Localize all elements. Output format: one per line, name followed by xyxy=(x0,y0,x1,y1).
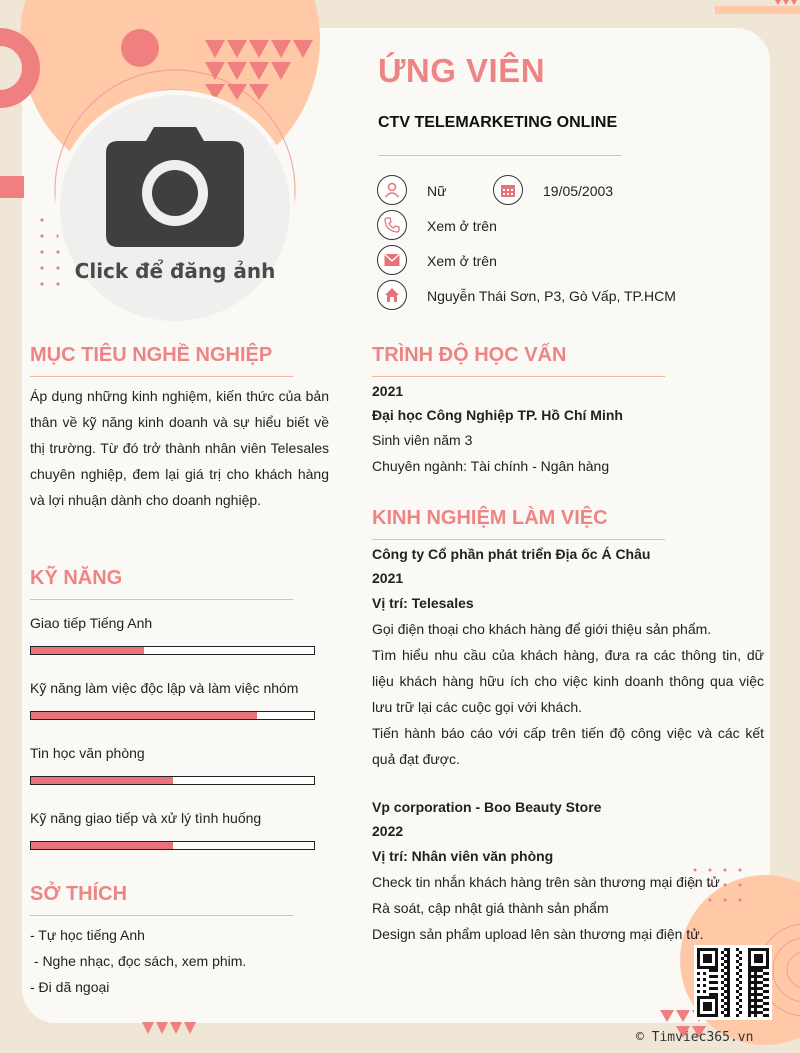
skill-label: Kỹ năng giao tiếp và xử lý tình huống xyxy=(30,810,262,826)
candidate-name: ỨNG VIÊN xyxy=(378,52,546,89)
education-year: 2021 xyxy=(372,383,404,399)
skill-bar-fill xyxy=(31,647,144,654)
job-position: Vị trí: Nhân viên văn phòng xyxy=(372,848,554,864)
experience-title: KINH NGHIỆM LÀM VIỆC xyxy=(372,507,608,529)
objective-divider xyxy=(30,376,293,377)
qr-code-graphic xyxy=(697,948,769,1017)
objective-title: MỤC TIÊU NGHỀ NGHIỆP xyxy=(30,344,273,366)
skill-label: Kỹ năng làm việc độc lập và làm việc nhóm xyxy=(30,680,299,696)
job-company: Công ty Cổ phần phát triển Địa ốc Á Châu xyxy=(372,546,651,562)
skill-bar-fill xyxy=(31,777,173,784)
decorative-shapes-bottom-left xyxy=(140,1022,230,1042)
email-value: Xem ở trên xyxy=(427,253,497,269)
hobby-item: - Tự học tiếng Anh xyxy=(30,927,145,943)
job-year: 2021 xyxy=(372,570,404,586)
phone-icon xyxy=(377,210,407,240)
skills-divider xyxy=(30,599,293,600)
education-major: Chuyên ngành: Tài chính - Ngân hàng xyxy=(372,458,610,474)
home-icon xyxy=(377,280,407,310)
job-company: Vp corporation - Boo Beauty Store xyxy=(372,799,602,815)
education-school: Đại học Công Nghiệp TP. Hồ Chí Minh xyxy=(372,407,623,423)
education-status: Sinh viên năm 3 xyxy=(372,432,473,448)
hobbies-divider xyxy=(30,915,293,916)
job-duty: Design sản phẩm upload lên sàn thương mại điện tử. xyxy=(372,926,704,942)
job-duty: Gọi điện thoại cho khách hàng để giới thiệu sản phẩm. xyxy=(372,621,712,637)
photo-upload-label: Click để đăng ảnh xyxy=(74,259,276,283)
education-title: TRÌNH ĐỘ HỌC VẤN xyxy=(372,344,567,366)
skill-bar-fill xyxy=(31,712,257,719)
header-divider xyxy=(378,155,621,156)
education-divider xyxy=(372,376,665,377)
calendar-icon xyxy=(493,175,523,205)
gender-icon xyxy=(377,175,407,205)
skill-bar-fill xyxy=(31,842,173,849)
skill-label: Tin học văn phòng xyxy=(30,745,145,761)
camera-icon xyxy=(106,127,244,247)
job-title: CTV TELEMARKETING ONLINE xyxy=(378,114,618,131)
job-year: 2022 xyxy=(372,823,404,839)
skill-bar xyxy=(30,711,315,720)
email-icon xyxy=(377,245,407,275)
job-duty: Tìm hiểu nhu cầu của khách hàng, đưa ra các thông tin, dữ liệu khách hàng hữu ích cho việc kinh doanh thông qua việc lưu trữ lại các cuộc gọi với khách. xyxy=(372,647,764,715)
birthdate-value: 19/05/2003 xyxy=(543,183,614,199)
photo-upload-area[interactable] xyxy=(60,95,290,321)
hobby-item: - Nghe nhạc, đọc sách, xem phim. xyxy=(30,953,247,969)
address-value: Nguyễn Thái Sơn, P3, Gò Vấp, TP.HCM xyxy=(427,288,676,304)
objective-text: Áp dụng những kinh nghiệm, kiến thức của bản thân về kỹ năng kinh doanh và sự hiểu biết về thị trường. Từ đó trở thành nhân viên Telesales chuyên nghiệp, đem lại giá trị cho khách hàng và lợi nhuận dành cho doanh nghiệp. xyxy=(30,388,329,508)
skills-title: KỸ NĂNG xyxy=(30,567,123,589)
job-duty: Check tin nhắn khách hàng trên sàn thương mại điện tử xyxy=(372,874,720,890)
job-position: Vị trí: Telesales xyxy=(372,595,474,611)
skill-bar xyxy=(30,841,315,850)
skill-label: Giao tiếp Tiếng Anh xyxy=(30,615,153,631)
skill-bar xyxy=(30,646,315,655)
decorative-shapes-top-right xyxy=(715,0,800,14)
skill-bar xyxy=(30,776,315,785)
qr-code[interactable] xyxy=(694,945,772,1020)
job-duty: Tiến hành báo cáo với cấp trên tiến độ công việc và các kết quả đạt được. xyxy=(372,725,764,767)
experience-divider xyxy=(372,539,665,540)
hobbies-title: SỞ THÍCH xyxy=(30,883,128,905)
phone-value: Xem ở trên xyxy=(427,218,497,234)
copyright-text: © Timviec365.vn xyxy=(636,1030,754,1045)
gender-value: Nữ xyxy=(427,183,447,199)
job-duty: Rà soát, cập nhật giá thành sản phẩm xyxy=(372,900,609,916)
hobby-item: - Đi dã ngoại xyxy=(30,979,110,995)
